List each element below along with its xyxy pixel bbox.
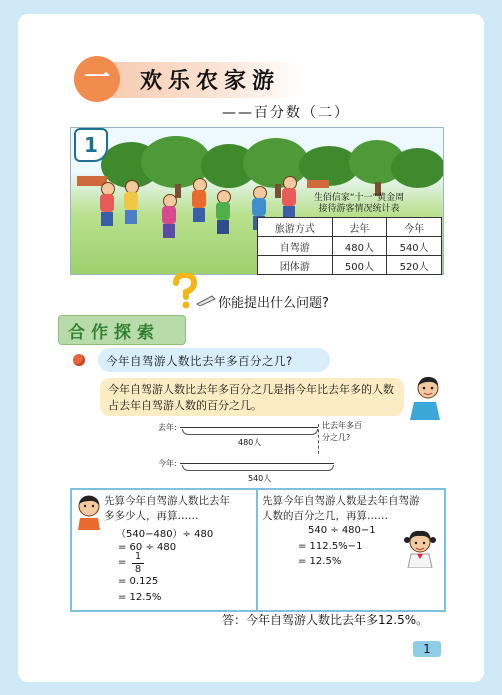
table-header-cell: 今年 bbox=[387, 218, 442, 237]
left-step-5: = 12.5% bbox=[118, 592, 162, 603]
problem-question: 今年自驾游人数比去年多百分之几? bbox=[106, 354, 293, 368]
tree-icon bbox=[391, 148, 444, 188]
answer-text: 答：今年自驾游人数比去年多12.5%。 bbox=[222, 613, 429, 627]
right-method-intro bbox=[262, 494, 442, 524]
example-number-badge: 1 bbox=[74, 128, 108, 162]
house-roof bbox=[307, 180, 329, 188]
table-header-cell: 旅游方式 bbox=[258, 218, 333, 237]
boy-avatar bbox=[414, 374, 442, 400]
table-caption-line: 生佰信家“十一”黄金周 bbox=[313, 193, 405, 203]
prompt-question: 你能提出什么问题? bbox=[218, 296, 329, 311]
this-year-brace bbox=[182, 465, 334, 471]
boy-avatar bbox=[76, 494, 102, 530]
right-step-3: = 12.5% bbox=[298, 556, 342, 567]
right-step-1: 540 ÷ 480−1 bbox=[308, 525, 376, 536]
this-year-label: 今年: bbox=[158, 459, 177, 468]
table-cell: 520人 bbox=[387, 256, 442, 275]
table-header-row bbox=[258, 218, 442, 237]
this-year-segment bbox=[180, 463, 334, 464]
fraction-numerator: 1 bbox=[134, 551, 142, 562]
table-cell: 自驾游 bbox=[258, 237, 333, 256]
table-cell: 500人 bbox=[332, 256, 387, 275]
left-step-2: = 60 ÷ 480 bbox=[118, 542, 177, 553]
bullet-icon bbox=[73, 354, 85, 366]
table-cell: 团体游 bbox=[258, 256, 333, 275]
left-step-4: = 0.125 bbox=[118, 576, 159, 587]
right-method-intro-line: 先算今年自驾游人数是去年自驾游 bbox=[262, 495, 420, 507]
last-year-value: 480人 bbox=[238, 438, 262, 447]
unit-subtitle: ——百分数（二） bbox=[222, 105, 350, 121]
right-method-intro-line: 人数的百分之几，再算…… bbox=[262, 510, 388, 522]
girl-avatar bbox=[404, 528, 436, 568]
unit-title: 欢乐农家游 bbox=[140, 69, 281, 94]
methods-divider bbox=[256, 488, 258, 612]
difference-note bbox=[322, 420, 362, 444]
page-number: 1 bbox=[413, 641, 441, 657]
boy-body bbox=[408, 400, 442, 420]
last-year-brace bbox=[182, 429, 318, 435]
left-method-intro-line: 先算今年自驾游人数比去年 bbox=[104, 495, 230, 507]
table-caption-line: 接待游客情况统计表 bbox=[318, 204, 400, 214]
right-step-2: = 112.5%−1 bbox=[298, 541, 363, 552]
table-row bbox=[258, 256, 442, 275]
question-mark-icon bbox=[172, 273, 198, 309]
table-caption bbox=[276, 193, 442, 215]
last-year-segment bbox=[180, 427, 318, 428]
left-method-intro-line: 多多少人，再算…… bbox=[104, 510, 199, 522]
fraction-denominator: 8 bbox=[132, 563, 144, 576]
pencil-icon bbox=[196, 294, 216, 306]
left-step-3-fraction bbox=[132, 551, 144, 576]
difference-marker bbox=[318, 424, 319, 454]
last-year-label: 去年: bbox=[158, 423, 177, 432]
section-title: 合作探索 bbox=[68, 323, 160, 343]
visitor-stats-table bbox=[257, 217, 442, 275]
left-method-intro bbox=[104, 494, 256, 524]
difference-note-line: 分之几? bbox=[322, 433, 351, 442]
left-step-3-equals: = bbox=[118, 557, 127, 568]
table-header-cell: 去年 bbox=[332, 218, 387, 237]
this-year-value: 540人 bbox=[248, 474, 272, 483]
table-row bbox=[258, 237, 442, 256]
table-cell: 540人 bbox=[387, 237, 442, 256]
table-cell: 480人 bbox=[332, 237, 387, 256]
left-step-1: （540−480）÷ 480 bbox=[116, 529, 214, 540]
unit-number: 一 bbox=[74, 56, 120, 102]
difference-note-line: 比去年多百 bbox=[322, 421, 362, 430]
explanation-text: 今年自驾游人数比去年多百分之几是指今年比去年多的人数占去年自驾游人数的百分之几。 bbox=[108, 383, 394, 412]
